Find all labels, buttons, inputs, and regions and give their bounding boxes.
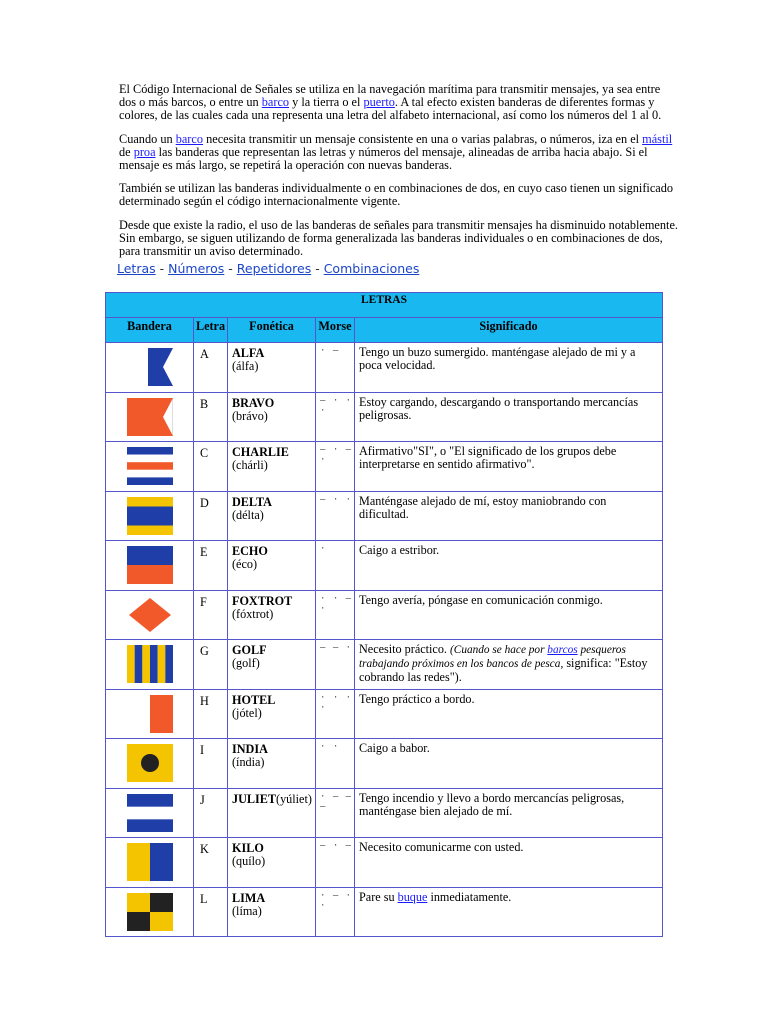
- meaning-text: Tengo incendio y llevo a bordo mercancías peligrosas, manténgase bien alejado de mí.: [359, 790, 625, 818]
- table-row: [106, 442, 663, 492]
- header-bandera: Bandera: [106, 318, 194, 343]
- letter-cell: J: [194, 788, 228, 838]
- meaning-text: Necesito comunicarme con usted.: [359, 840, 524, 854]
- flag-cell: [106, 838, 194, 888]
- meaning-cell: [355, 343, 663, 393]
- phonetic-pronunciation: (fóxtrot): [232, 606, 274, 621]
- phonetic-name: ECHO: [232, 544, 268, 558]
- phonetic-name: GOLF: [232, 643, 267, 657]
- phonetic-cell: [228, 838, 316, 888]
- link-barco[interactable]: barco: [175, 131, 204, 146]
- link-barco[interactable]: barco: [261, 95, 290, 110]
- letter-cell: D: [194, 491, 228, 541]
- meaning-cell: [355, 887, 663, 937]
- link-proa[interactable]: proa: [133, 144, 156, 159]
- phonetic-cell: [228, 689, 316, 739]
- phonetic-name: CHARLIE: [232, 445, 289, 459]
- meaning-text: Caigo a babor.: [359, 741, 430, 755]
- morse-cell: – · ·: [316, 491, 355, 541]
- text: El Código Internacional de Señales se utiliza en la navegación marítima para transmitir mensajes, ya sea entre dos o más barcos, o entre un: [119, 82, 661, 110]
- flag-cell: [106, 392, 194, 442]
- echo-flag-icon: [127, 546, 173, 584]
- morse-cell: – · – ·: [316, 442, 355, 492]
- text: de: [119, 144, 134, 159]
- intro-paragraph-3: También se utilizan las banderas individualmente o en combinaciones de dos, en cuyo caso tienen un significado determinado según el código internacionalmente vigente.: [119, 181, 674, 209]
- link-barcos[interactable]: barcos: [547, 644, 578, 656]
- kilo-flag-icon: [127, 843, 173, 881]
- table-header-row: [106, 318, 663, 343]
- phonetic-name: KILO: [232, 841, 264, 855]
- flag-cell: [106, 739, 194, 789]
- bravo-flag-icon: [127, 398, 173, 436]
- morse-cell: – · · ·: [316, 392, 355, 442]
- meaning-italic: (Cuando se hace por: [450, 644, 548, 656]
- letter-cell: K: [194, 838, 228, 888]
- header-morse: Morse: [316, 318, 355, 343]
- phonetic-cell: [228, 590, 316, 640]
- table-row: [106, 838, 663, 888]
- foxtrot-flag-icon: [127, 596, 173, 634]
- phonetic-name: DELTA: [232, 494, 272, 509]
- text: las banderas que representan las letras y números del mensaje, alineadas de arriba hacia abajo. Si el mensaje es más largo, se repetirá la operación con nuevas banderas.: [119, 144, 648, 173]
- table-title-row: [106, 293, 663, 318]
- letter-cell: C: [194, 442, 228, 492]
- meaning-text: Estoy cargando, descargando o transportando mercancías peligrosas.: [359, 394, 639, 422]
- letter-cell: A: [194, 343, 228, 393]
- flag-cell: [106, 788, 194, 838]
- flag-cell: [106, 442, 194, 492]
- intro-paragraph-4: Desde que existe la radio, el uso de las banderas de señales para transmitir mensajes ha disminuido notablemente. Sin embargo, se siguen utilizando de forma generalizada las banderas individuales o en combinaciones de dos, para transmitir un aviso determinado.: [119, 217, 678, 259]
- meaning-cell: [355, 838, 663, 888]
- phonetic-name: INDIA: [232, 742, 268, 756]
- meaning-cell: [355, 442, 663, 492]
- charlie-flag-icon: [127, 447, 173, 485]
- phonetic-cell: [228, 788, 316, 838]
- meaning-cell: [355, 640, 663, 690]
- header-significado: Significado: [355, 318, 663, 343]
- phonetic-pronunciation: (chárli): [232, 458, 268, 472]
- meaning-cell: [355, 739, 663, 789]
- phonetic-pronunciation: (índia): [232, 755, 265, 769]
- flag-cell: [106, 590, 194, 640]
- delta-flag-icon: [127, 497, 173, 535]
- phonetic-name: JULIET: [232, 791, 277, 806]
- table-row: [106, 343, 663, 393]
- phonetic-pronunciation: (éco): [232, 557, 258, 571]
- phonetic-name: LIMA: [232, 890, 266, 905]
- juliet-flag-icon: [127, 794, 173, 832]
- morse-cell: · – · ·: [316, 887, 355, 937]
- meaning-text: Pare su: [359, 889, 398, 904]
- table-body: [106, 343, 663, 937]
- meaning-italic: pesqueros trabajando próximos en los bancos de pesca,: [359, 644, 626, 671]
- table-title: LETRAS: [106, 293, 663, 318]
- flag-cell: [106, 491, 194, 541]
- flag-cell: [106, 689, 194, 739]
- meaning-cell: [355, 590, 663, 640]
- letter-cell: B: [194, 392, 228, 442]
- hotel-flag-icon: [127, 695, 173, 733]
- morse-cell: · –: [316, 343, 355, 393]
- section-nav: [117, 261, 419, 276]
- nav-link-repetidores[interactable]: Repetidores: [236, 261, 312, 276]
- header-fonetica: Fonética: [228, 318, 316, 343]
- meaning-text: Afirmativo"SI", o "El significado de los grupos debe interpretarse en sentido afirmativo".: [359, 444, 617, 472]
- table-row: [106, 491, 663, 541]
- nav-separator: -: [155, 261, 169, 276]
- meaning-text: Caigo a estribor.: [359, 543, 440, 557]
- letter-cell: E: [194, 541, 228, 591]
- nav-separator: -: [224, 261, 237, 276]
- phonetic-pronunciation: (brávo): [232, 408, 268, 423]
- link-puerto[interactable]: puerto: [363, 95, 395, 110]
- india-flag-icon: [127, 744, 173, 782]
- text: necesita transmitir un mensaje consistente en una o varias palabras, o números, iza en el: [203, 131, 643, 146]
- morse-cell: · · · ·: [316, 689, 355, 739]
- flag-cell: [106, 887, 194, 937]
- nav-link-numeros[interactable]: Números: [168, 261, 225, 276]
- morse-cell: ·: [316, 541, 355, 591]
- meaning-text: inmediatamente.: [427, 889, 512, 904]
- phonetic-pronunciation: (quílo): [232, 854, 266, 868]
- meaning-text: Tengo un buzo sumergido. manténgase alejado de mi y a poca velocidad.: [359, 345, 636, 373]
- morse-cell: – · –: [316, 838, 355, 888]
- text: . A tal efecto existen banderas de diferentes formas y colores, de las cuales cada una representa una letra del alfabeto internacional, así como los números del 1 al 0.: [119, 95, 662, 123]
- alfa-flag-icon: [127, 348, 173, 386]
- meaning-text: significa: "Estoy cobrando las redes").: [359, 656, 648, 685]
- phonetic-pronunciation: (álfa): [232, 359, 259, 373]
- letter-cell: F: [194, 590, 228, 640]
- meaning-text: Tengo práctico a bordo.: [359, 691, 475, 706]
- golf-flag-icon: [127, 645, 173, 683]
- phonetic-cell: [228, 640, 316, 690]
- phonetic-cell: [228, 541, 316, 591]
- phonetic-name: FOXTROT: [232, 593, 293, 608]
- table-row: [106, 590, 663, 640]
- meaning-text: Tengo avería, póngase en comunicación conmigo.: [359, 592, 603, 607]
- lima-flag-icon: [127, 893, 173, 931]
- intro-paragraph-1: [119, 83, 679, 123]
- phonetic-cell: [228, 392, 316, 442]
- morse-cell: – – ·: [316, 640, 355, 690]
- phonetic-name: ALFA: [232, 346, 265, 360]
- table-row: [106, 541, 663, 591]
- table-row: [106, 689, 663, 739]
- meaning-text: Necesito práctico.: [359, 642, 451, 656]
- meaning-cell: [355, 392, 663, 442]
- phonetic-pronunciation: (golf): [232, 656, 260, 670]
- phonetic-pronunciation: (yúliet): [276, 791, 312, 806]
- nav-separator: -: [311, 261, 324, 276]
- link-mastil[interactable]: mástil: [642, 131, 673, 146]
- intro-paragraph-2: [119, 133, 679, 173]
- meaning-cell: [355, 689, 663, 739]
- phonetic-cell: [228, 343, 316, 393]
- nav-link-combinaciones[interactable]: Combinaciones: [323, 261, 420, 276]
- table-row: [106, 640, 663, 690]
- phonetic-cell: [228, 887, 316, 937]
- table-row: [106, 887, 663, 937]
- phonetic-pronunciation: (jótel): [232, 705, 262, 720]
- letter-cell: L: [194, 887, 228, 937]
- link-buque[interactable]: buque: [397, 889, 428, 904]
- phonetic-pronunciation: (délta): [232, 507, 264, 522]
- phonetic-cell: [228, 442, 316, 492]
- phonetic-cell: [228, 739, 316, 789]
- flag-cell: [106, 541, 194, 591]
- flag-cell: [106, 640, 194, 690]
- morse-cell: · – – –: [316, 788, 355, 838]
- flags-table: [105, 292, 663, 937]
- table-row: [106, 788, 663, 838]
- phonetic-cell: [228, 491, 316, 541]
- letter-cell: H: [194, 689, 228, 739]
- meaning-cell: [355, 491, 663, 541]
- letter-cell: G: [194, 640, 228, 690]
- letter-cell: I: [194, 739, 228, 789]
- nav-link-letras[interactable]: Letras: [117, 261, 156, 276]
- table-row: [106, 392, 663, 442]
- text: y la tierra o el: [289, 95, 364, 110]
- intro-text: [119, 83, 679, 258]
- header-letra: Letra: [194, 318, 228, 343]
- phonetic-name: BRAVO: [232, 395, 275, 410]
- table-row: [106, 739, 663, 789]
- phonetic-name: HOTEL: [232, 692, 276, 707]
- phonetic-pronunciation: (líma): [232, 903, 262, 918]
- meaning-text: Manténgase alejado de mí, estoy maniobrando con dificultad.: [359, 493, 607, 521]
- flag-cell: [106, 343, 194, 393]
- meaning-cell: [355, 788, 663, 838]
- meaning-cell: [355, 541, 663, 591]
- morse-cell: · ·: [316, 739, 355, 789]
- morse-cell: · · – ·: [316, 590, 355, 640]
- text: Cuando un: [119, 131, 176, 146]
